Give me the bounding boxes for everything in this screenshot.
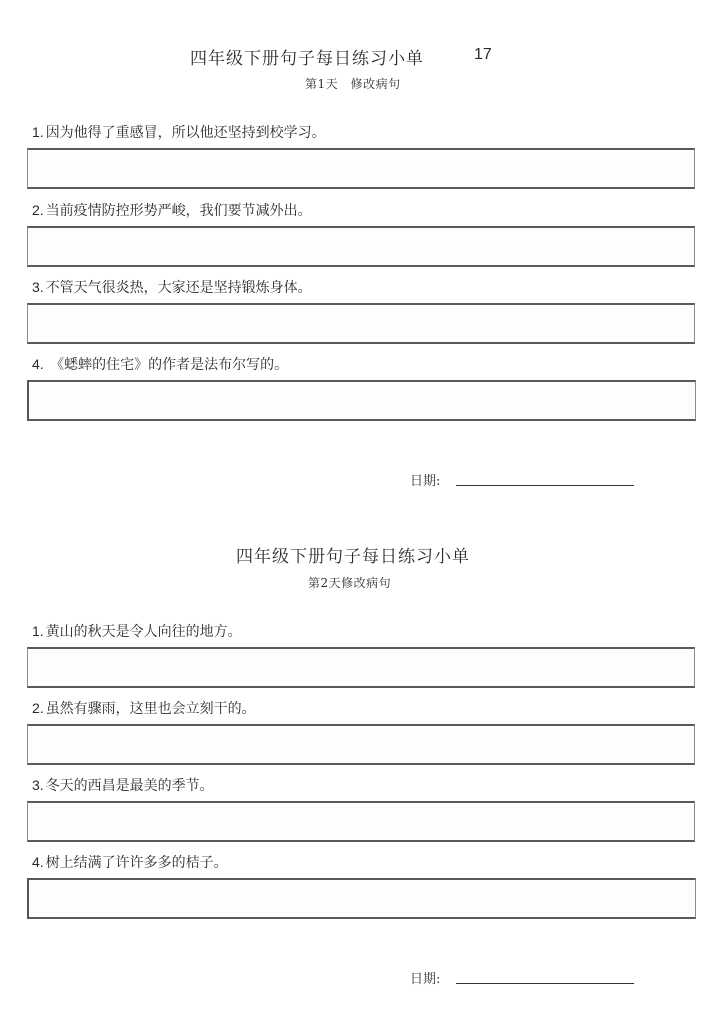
question-4 xyxy=(32,852,228,872)
worksheet-title: 四年级下册句子每日练习小单 xyxy=(190,49,424,69)
question-2 xyxy=(32,698,256,718)
question-number: 2. xyxy=(32,202,44,218)
worksheet-title: 四年级下册句子每日练习小单 xyxy=(236,547,470,567)
worksheet-subtitle: 第2天修改病句 xyxy=(308,576,392,590)
question-text: 树上结满了许许多多的桔子。 xyxy=(45,855,228,871)
worksheet-number: 17 xyxy=(474,46,492,63)
question-number: 4. xyxy=(32,854,44,870)
answer-box-1[interactable] xyxy=(27,647,695,688)
answer-box-4[interactable] xyxy=(27,380,696,421)
question-text: 《蟋蟀的住宅》的作者是法布尔写的。 xyxy=(45,357,289,373)
question-3 xyxy=(32,277,312,297)
answer-box-3[interactable] xyxy=(27,801,695,842)
question-1 xyxy=(32,621,242,641)
question-number: 2. xyxy=(32,700,44,716)
date-field[interactable] xyxy=(456,983,634,984)
question-number: 1. xyxy=(32,623,44,639)
question-number: 1. xyxy=(32,124,44,140)
question-text: 虽然有骤雨，这里也会立刻干的。 xyxy=(45,701,256,717)
question-1 xyxy=(32,122,326,142)
question-number: 4. xyxy=(32,356,44,372)
date-field[interactable] xyxy=(456,485,634,486)
date-label: 日期: xyxy=(410,474,441,489)
question-text: 不管天气很炎热，大家还是坚持锻炼身体。 xyxy=(45,280,312,296)
date-label: 日期: xyxy=(410,972,441,987)
question-number: 3. xyxy=(32,777,44,793)
answer-box-4[interactable] xyxy=(27,878,696,919)
question-text: 因为他得了重感冒，所以他还坚持到校学习。 xyxy=(45,125,326,141)
question-text: 冬天的西昌是最美的季节。 xyxy=(45,778,214,794)
question-4 xyxy=(32,354,288,374)
question-2 xyxy=(32,200,312,220)
worksheet-subtitle: 第1天 修改病句 xyxy=(305,77,401,91)
answer-box-1[interactable] xyxy=(27,148,695,189)
question-3 xyxy=(32,775,214,795)
question-number: 3. xyxy=(32,279,44,295)
answer-box-2[interactable] xyxy=(27,226,695,267)
answer-box-3[interactable] xyxy=(27,303,695,344)
answer-box-2[interactable] xyxy=(27,724,695,765)
question-text: 当前疫情防控形势严峻，我们要节减外出。 xyxy=(45,203,312,219)
question-text: 黄山的秋天是令人向往的地方。 xyxy=(45,624,242,640)
